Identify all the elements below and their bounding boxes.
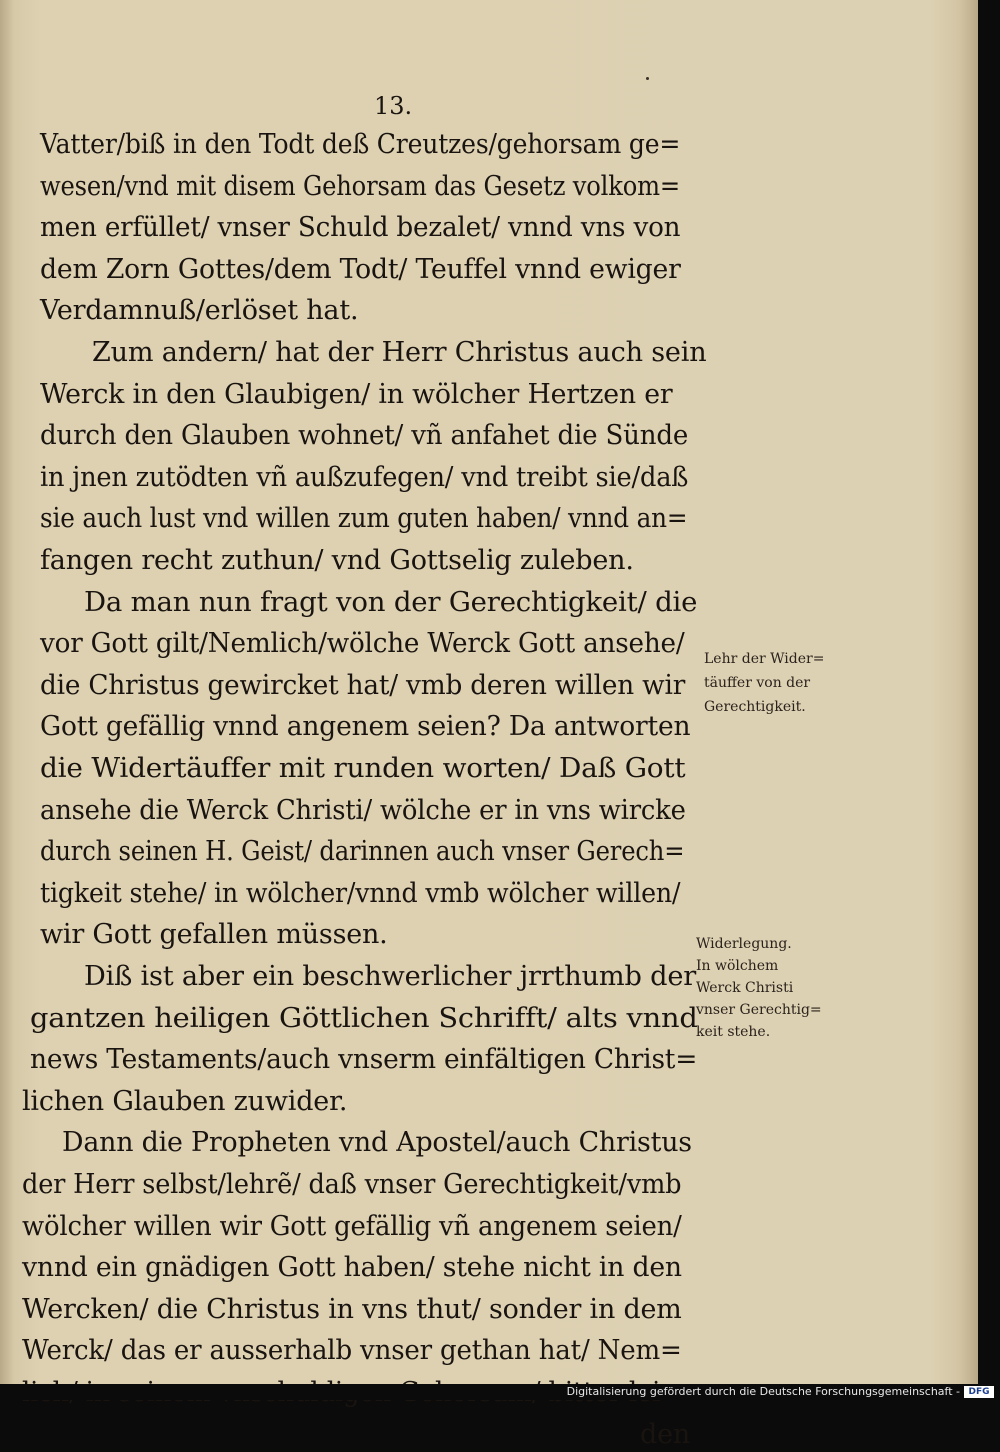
margin-note-line: Gerechtigkeit. (704, 699, 806, 715)
dfg-logo: DFG (964, 1386, 994, 1398)
text-line: wir Gott gefallen müssen. (40, 919, 388, 951)
margin-note-line: vnser Gerechtig= (696, 1002, 822, 1018)
margin-note-line: keit stehe. (696, 1024, 771, 1040)
funding-credit: Digitalisierung gefördert durch die Deutsche Forschungsgemeinschaft - (566, 1385, 960, 1398)
text-line: news Testaments/auch vnserm einfältigen Christ= (30, 1044, 698, 1076)
text-line: durch seinen H. Geist/ darinnen auch vnser Gerech= (40, 836, 685, 868)
text-line: sie auch lust vnd willen zum guten haben/ vnnd an= (40, 503, 688, 535)
text-line: wesen/vnd mit disem Gehorsam das Gesetz volkom= (40, 170, 680, 202)
margin-note-line: In wölchem (696, 958, 779, 974)
text-line: in jnen zutödten vñ außzufegen/ vnd treibt sie/daß (40, 461, 689, 493)
text-line: Werck in den Glaubigen/ in wölcher Hertzen er (40, 378, 673, 410)
text-line: Zum andern/ hat der Herr Christus auch sein (92, 337, 707, 368)
text-line: ansehe die Werck Christi/ wölche er in vns wircke (40, 794, 686, 826)
text-line: vor Gott gilt/Nemlich/wölche Werck Gott ansehe/ (40, 628, 685, 660)
text-line: durch den Glauben wohnet/ vñ anfahet die Sünde (40, 420, 689, 452)
text-line: Da man nun fragt von der Gerechtigkeit/ die (84, 586, 698, 618)
text-line: die Christus gewircket hat/ vmb deren willen wir (40, 669, 686, 701)
margin-note-line: täuffer von der (704, 675, 811, 691)
text-line: fangen recht zuthun/ vnd Gottselig zuleben. (40, 545, 634, 576)
text-line: Verdamnuß/erlöset hat. (40, 295, 359, 327)
digitization-footer (0, 1384, 1000, 1400)
text-line: Diß ist aber ein beschwerlicher jrrthumb der (84, 961, 697, 992)
text-line: tigkeit stehe/ in wölcher/vnnd vmb wölcher willen/ (40, 877, 681, 909)
text-line: Wercken/ die Christus in vns thut/ sonder in dem (22, 1293, 682, 1325)
text-line: lichen Glauben zuwider. (22, 1085, 348, 1117)
margin-note-line: Lehr der Wider= (704, 651, 825, 667)
text-line: men erfüllet/ vnser Schuld bezalet/ vnnd vns von (40, 212, 681, 244)
text-line: gantzen heiligen Göttlichen Schrifft/ alts vnnd (30, 1002, 698, 1034)
text-line: der Herr selbst/lehrẽ/ daß vnser Gerechtigkeit/vmb (22, 1169, 682, 1200)
text-line: Dann die Propheten vnd Apostel/auch Christus (62, 1127, 692, 1159)
margin-note-line: Werck Christi (696, 980, 794, 996)
text-line: vnnd ein gnädigen Gott haben/ stehe nicht in den (22, 1252, 682, 1284)
text-line: dem Zorn Gottes/dem Todt/ Teuffel vnnd ewiger (40, 253, 681, 285)
page-number: 13. (374, 92, 413, 120)
text-line: Vatter/biß in den Todt deß Creutzes/gehorsam ge= (40, 129, 681, 160)
text-line: den (640, 1418, 691, 1450)
text-line: wölcher willen wir Gott gefällig vñ angenem seien/ (22, 1210, 682, 1242)
text-line: die Widertäuffer mit runden worten/ Daß Gott (40, 753, 686, 784)
text-line: Werck/ das er ausserhalb vnser gethan hat/ Nem= (22, 1335, 682, 1367)
text-line: Gott gefällig vnnd angenem seien? Da antworten (40, 711, 691, 743)
margin-note-line: Widerlegung. (696, 936, 792, 952)
